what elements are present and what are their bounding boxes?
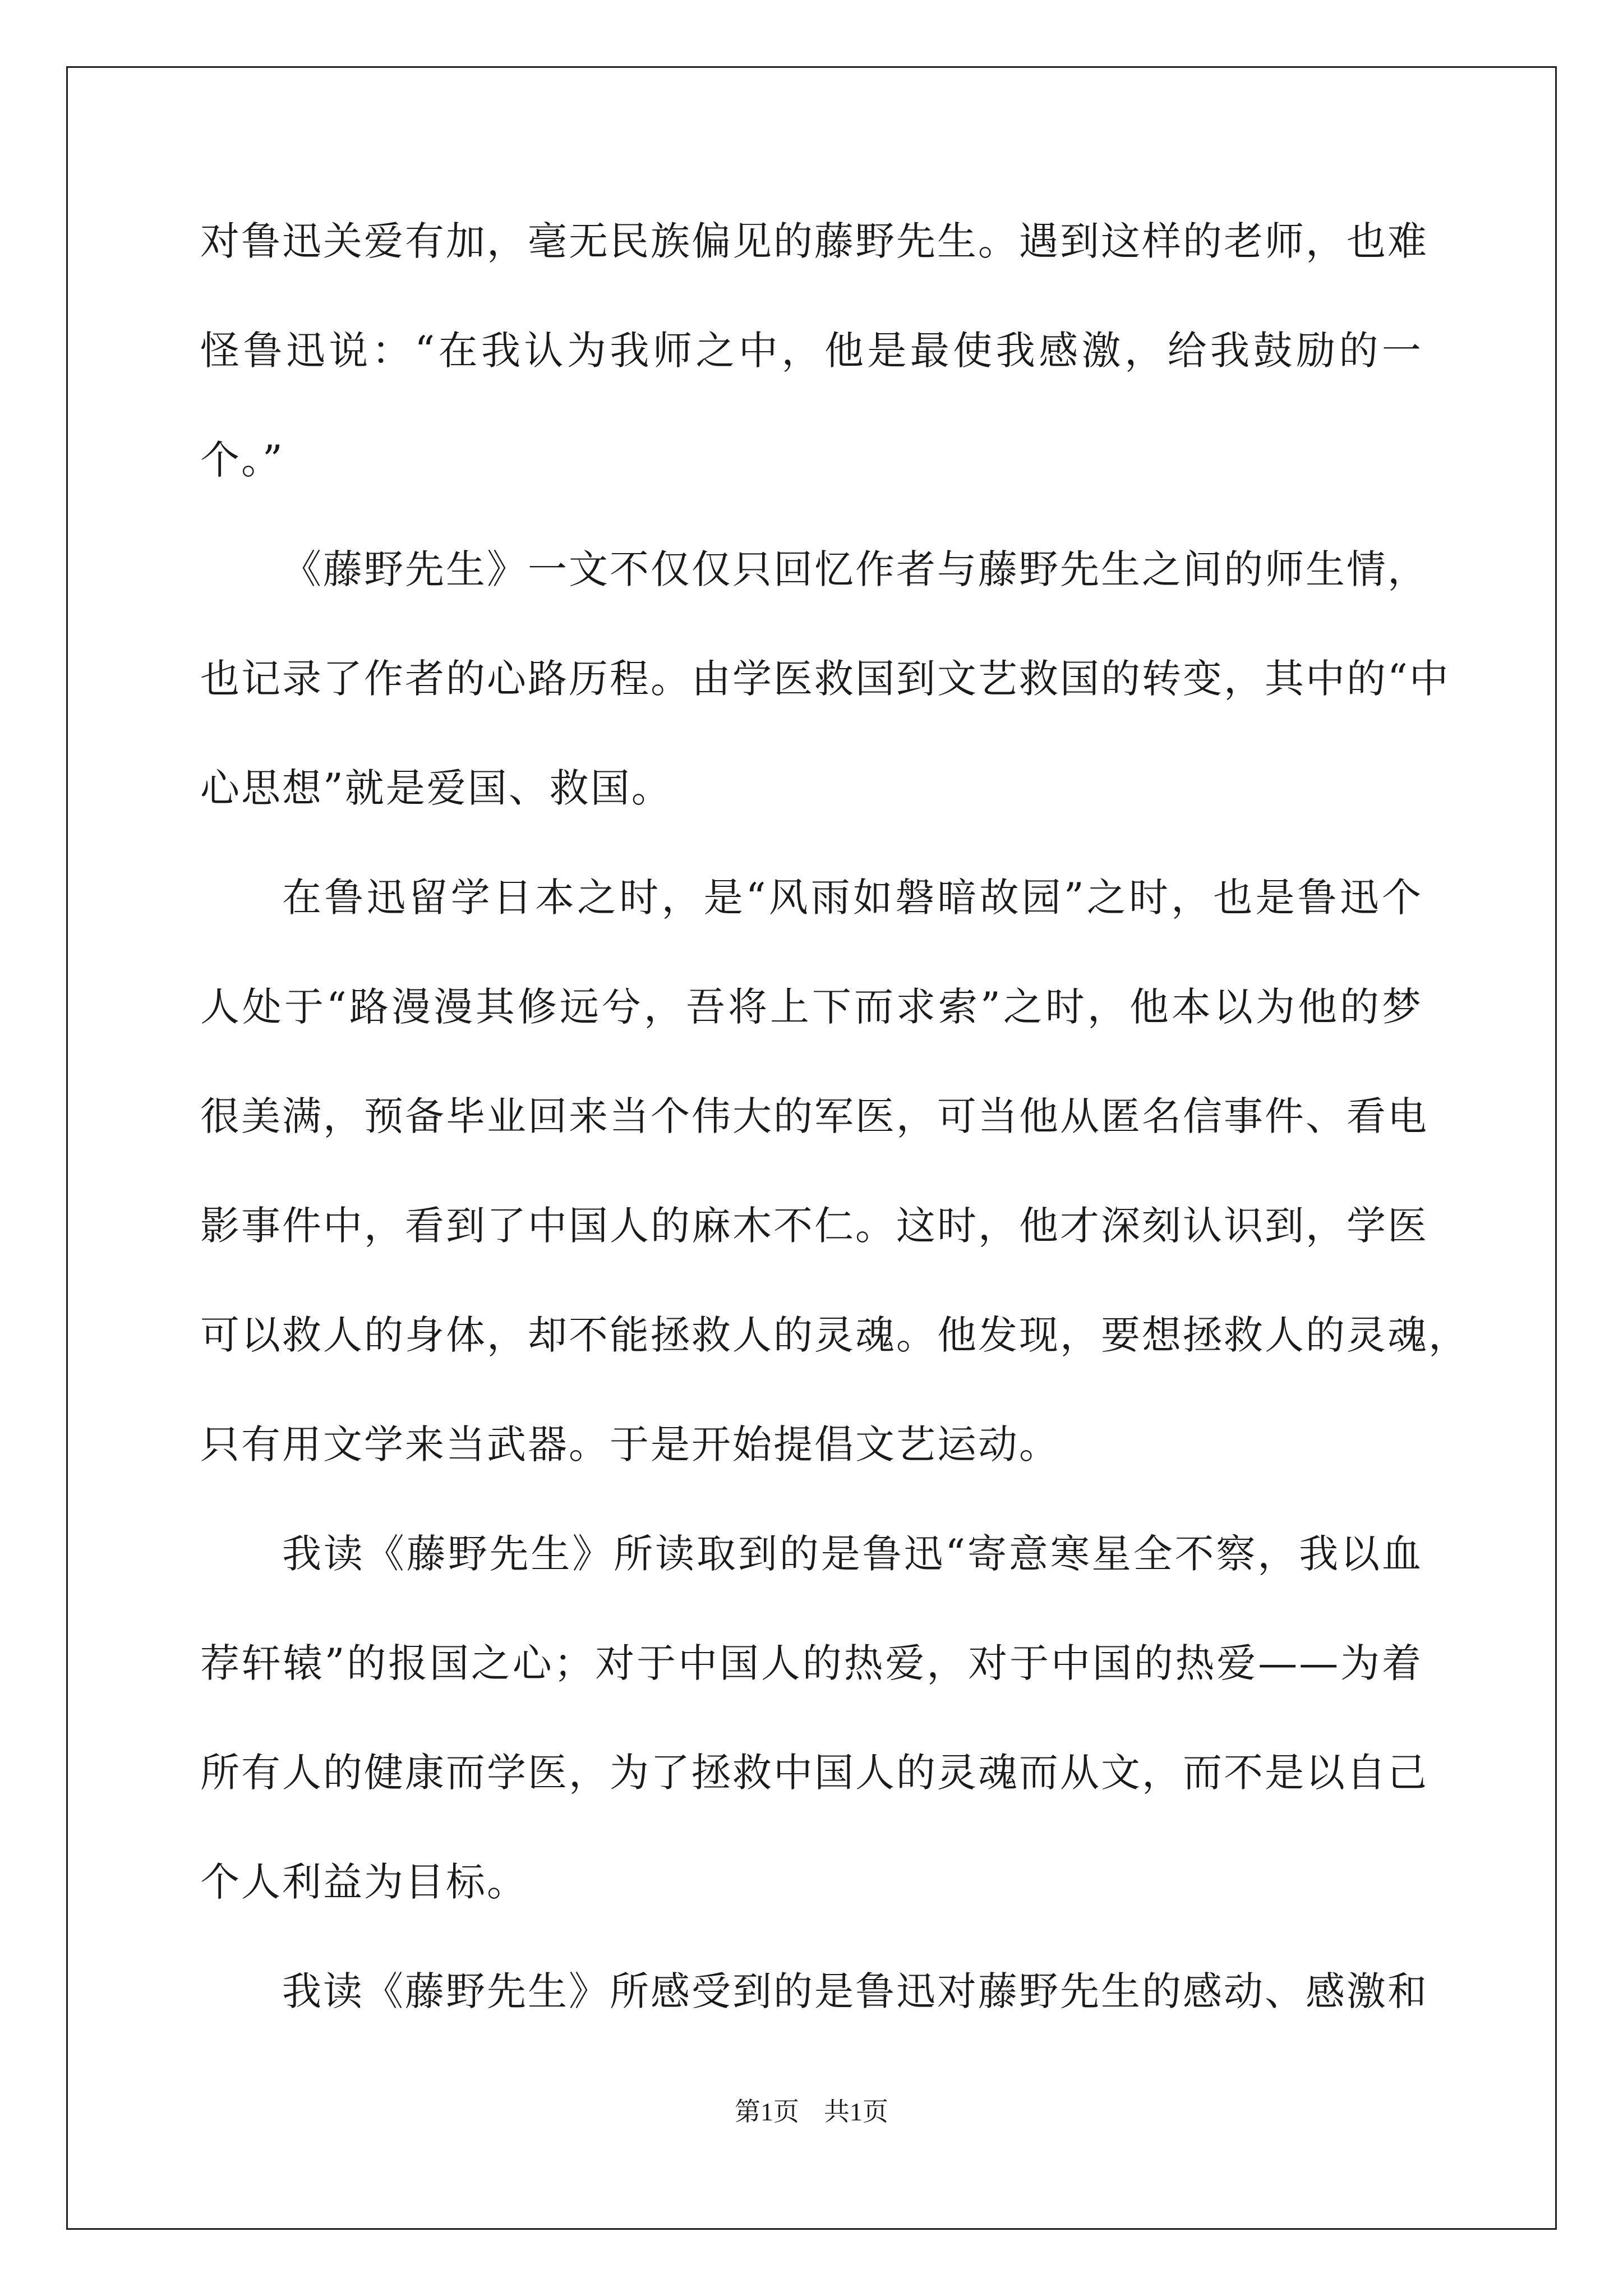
text-line-3: 个。” [200, 437, 284, 483]
text-line-17: 我读《藤野先生》所感受到的是鲁迅对藤野先生的感动、感激和 [282, 1968, 1428, 2014]
document-body [200, 213, 1469, 2073]
text-line-15: 所有人的健康而学医，为了拯救中国人的灵魂而从文，而不是以自己 [200, 1750, 1428, 1796]
text-line-1: 对鲁迅关爱有加，毫无民族偏见的藤野先生。遇到这样的老师，也难 [200, 218, 1428, 264]
page-number: 第1页 [735, 2097, 799, 2126]
text-line-11: 可以救人的身体，却不能拯救人的灵魂。他发现，要想拯救人的灵魂， [200, 1312, 1469, 1358]
text-line-10: 影事件中，看到了中国人的麻木不仁。这时，他才深刻认识到，学医 [200, 1203, 1428, 1249]
text-line-6: 心思想”就是爱国、救国。 [200, 765, 672, 811]
text-line-9: 很美满，预备毕业回来当个伟大的军医，可当他从匿名信事件、看电 [200, 1093, 1428, 1139]
text-line-14: 荐轩辕”的报国之心；对于中国人的热爱，对于中国的热爱——为着 [200, 1640, 1423, 1686]
text-line-5: 也记录了作者的心路历程。由学医救国到文艺救国的转变，其中的“中 [200, 656, 1450, 702]
page-footer [0, 2091, 1623, 2128]
page-total: 共1页 [824, 2097, 888, 2126]
text-line-16: 个人利益为目标。 [200, 1859, 528, 1905]
text-line-4: 《藤野先生》一文不仅仅只回忆作者与藤野先生之间的师生情， [282, 546, 1428, 592]
text-line-13: 我读《藤野先生》所读取到的是鲁迅“寄意寒星全不察，我以血 [282, 1531, 1423, 1577]
text-line-12: 只有用文学来当武器。于是开始提倡文艺运动。 [200, 1421, 1060, 1467]
text-line-2: 怪鲁迅说：“在我认为我师之中，他是最使我感激，给我鼓励的一 [200, 328, 1423, 374]
text-line-8: 人处于“路漫漫其修远兮，吾将上下而求索”之时，他本以为他的梦 [200, 984, 1423, 1030]
text-line-7: 在鲁迅留学日本之时，是“风雨如磐暗故园”之时，也是鲁迅个 [282, 875, 1423, 921]
